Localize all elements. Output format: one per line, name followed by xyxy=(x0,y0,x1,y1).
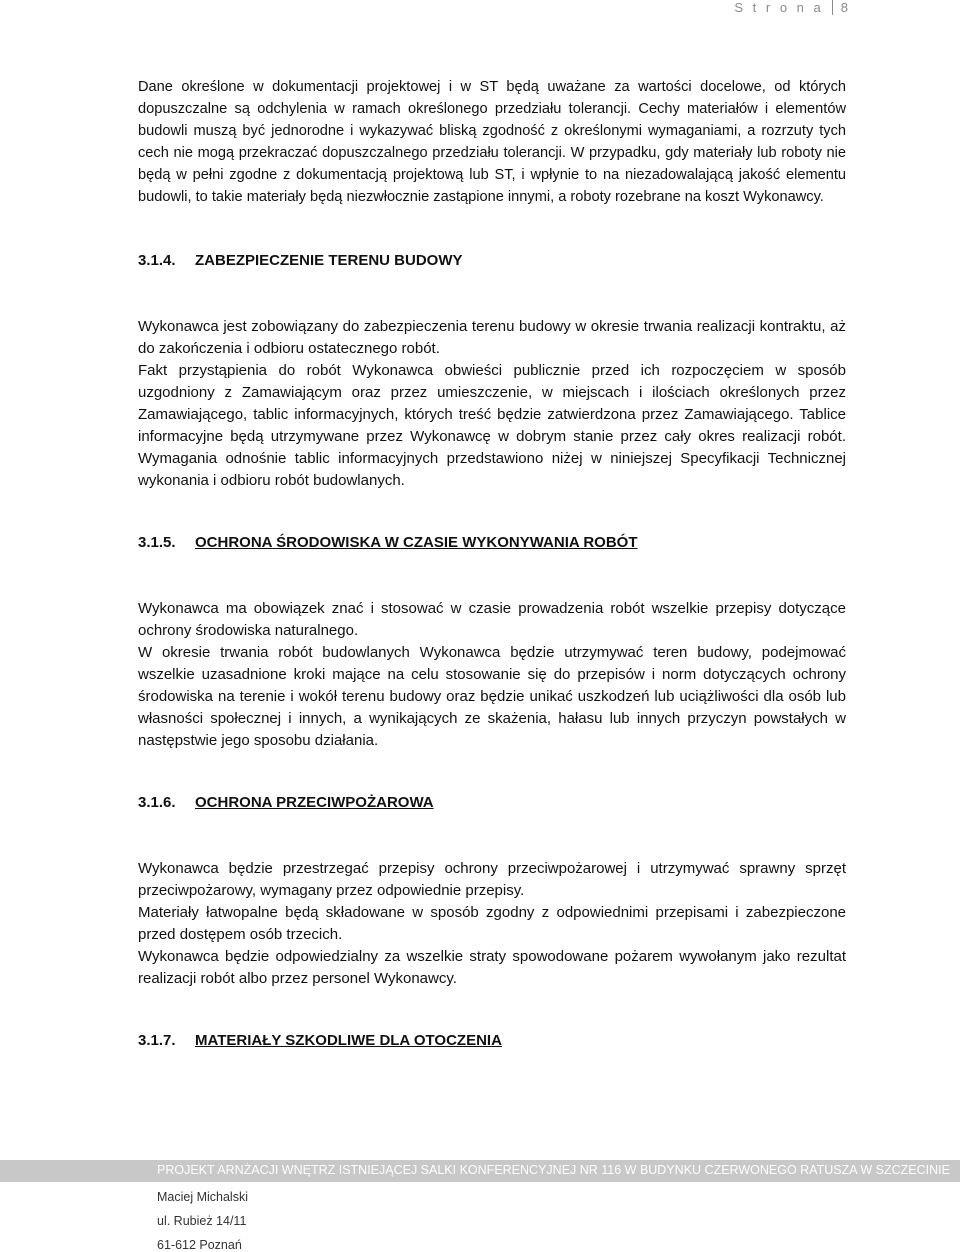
page-number: 8 xyxy=(832,0,848,15)
section-paragraph: Wykonawca będzie przestrzegać przepisy ochrony przeciwpożarowej i utrzymywać sprawny sprzęt przeciwpożarowy, wymagany przez odpowiednie przepisy. xyxy=(138,860,846,899)
section-paragraph: Wykonawca jest zobowiązany do zabezpieczenia terenu budowy w okresie trwania realizacji kontraktu, aż do zakończenia i odbioru ostatecznego robót. xyxy=(138,318,846,357)
page-header xyxy=(734,0,848,15)
section-heading-3-1-7 xyxy=(138,1030,846,1052)
document-body xyxy=(138,76,846,1052)
section-paragraph: W okresie trwania robót budowlanych Wykonawca będzie utrzymywać teren budowy, podejmować wszelkie uzasadnione kroki mające na celu stosowanie się do przepisów i norm dotyczących ochrony środowiska na terenie i wokół terenu budowy oraz będzie unikać uszkodzeń lub uciążliwości dla osób lub własności społecznej i innych, a wynikających ze skażenia, hałasu lub innych przyczyn powstałych w następstwie jego sposobu działania. xyxy=(138,644,846,749)
section-paragraph: Materiały łatwopalne będą składowane w sposób zgodny z odpowiednimi przepisami i zabezpieczone przed dostępem osób trzecich. xyxy=(138,904,846,943)
section-heading-3-1-5 xyxy=(138,532,846,554)
section-heading-3-1-4 xyxy=(138,250,846,272)
section-number: 3.1.6. xyxy=(138,794,176,811)
section-title: OCHRONA PRZECIWPOŻAROWA xyxy=(195,794,434,811)
intro-text-2: W przypadku, gdy materiały lub roboty nie będą w pełni zgodne z dokumentacją projektową lub ST, i wpłynie to na niezadowalającą jakość elementu budowli, to takie materiały będą niezwłocznie zastąpione innymi, a roboty rozebrane na koszt Wykonawcy. xyxy=(138,145,847,205)
section-number: 3.1.7. xyxy=(138,1032,176,1049)
section-paragraph: Wykonawca będzie odpowiedzialny za wszelkie straty spowodowane pożarem wywołanym jako rezultat realizacji robót albo przez personel Wykonawcy. xyxy=(138,948,846,987)
intro-text-1: Dane określone w dokumentacji projektowej i w ST będą uważane za wartości docelowe, od których dopuszczalne są odchylenia w ramach określonego przedziału tolerancji. Cechy materiałów i elementów budowli muszą być jednorodne i wykazywać bliską zgodność z określonymi wymaganiami, a rozrzuty tych cech nie mogą przekraczać dopuszczalnego przedziału tolerancji. xyxy=(138,79,846,161)
section-heading-3-1-6 xyxy=(138,792,846,814)
section-paragraph: Fakt przystąpienia do robót Wykonawca obwieści publicznie przed ich rozpoczęciem w sposób uzgodniony z Zamawiającym oraz przez umieszczenie, w miejscach i ilościach określonych przez Zamawiającego, tablic informacyjnych, których treść będzie zatwierdzona przez Zamawiającego. Tablice informacyjne będą utrzymywane przez Wykonawcę w dobrym stanie przez cały okres realizacji robót. Wymagania odnośnie tablic informacyjnych przedstawiono niżej w niniejszej Specyfikacji Technicznej wykonania i odbioru robót budowlanych. xyxy=(138,362,846,489)
section-number: 3.1.4. xyxy=(138,252,176,269)
intro-paragraph xyxy=(138,76,846,208)
footer-city: 61-612 Poznań xyxy=(157,1238,242,1252)
footer-author: Maciej Michalski xyxy=(157,1190,248,1204)
section-title: ZABEZPIECZENIE TERENU BUDOWY xyxy=(195,252,463,269)
section-number: 3.1.5. xyxy=(138,534,176,551)
section-title: MATERIAŁY SZKODLIWE DLA OTOCZENIA xyxy=(195,1032,502,1049)
footer-street: ul. Rubież 14/11 xyxy=(157,1214,247,1228)
footer-project-title: PROJEKT ARNŻACJI WNĘTRZ ISTNIEJĄCEJ SALKI KONFERENCYJNEJ NR 116 W BUDYNKU CZERWONEGO RATUSZA W SZCZECINIE xyxy=(157,1163,950,1177)
section-title: OCHRONA ŚRODOWISKA W CZASIE WYKONYWANIA ROBÓT xyxy=(195,534,638,551)
page-label: S t r o n a xyxy=(734,0,824,15)
section-paragraph: Wykonawca ma obowiązek znać i stosować w czasie prowadzenia robót wszelkie przepisy dotyczące ochrony środowiska naturalnego. xyxy=(138,600,846,639)
